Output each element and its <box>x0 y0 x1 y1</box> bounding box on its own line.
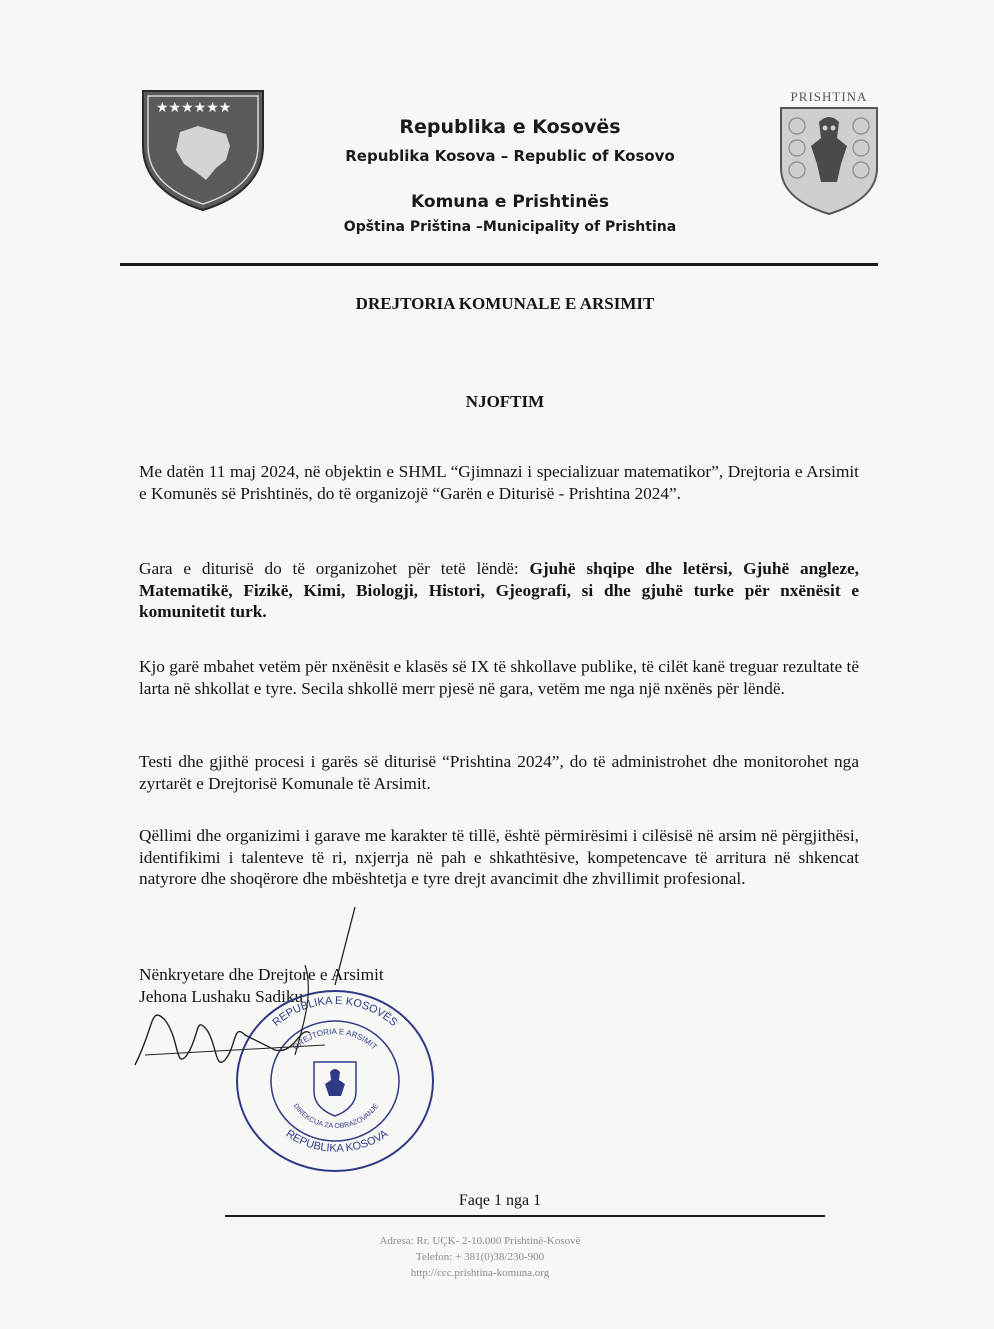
paragraph-2-subjects: Gjuhë shqipe dhe letërsi, Gjuhë angleze, Matematikë, Fizikë, Kimi, Biologji, Histori, Gjeografi, si dhe gjuhë turke për nxënësit e komunitetit turk <box>139 559 859 621</box>
paragraph-4: Testi dhe gjithë procesi i garës së diturisë “Prishtina 2024”, do të administrohet dhe monitorohet nga zyrtarët e Drejtorisë Komunale të Arsimit. <box>139 752 859 793</box>
department-heading: DREJTORIA KOMUNALE E ARSIMIT <box>355 294 655 313</box>
paragraph-2-end: . <box>262 602 267 621</box>
stamp-outer-top: REPUBLIKA E KOSOVËS <box>270 994 400 1029</box>
header-country: Republika e Kosovës <box>399 116 621 138</box>
footer-website: http://ccc.prishtina-komuna.org <box>410 1267 550 1279</box>
header-divider <box>120 263 878 266</box>
header-municipality: Komuna e Prishtinës <box>411 192 609 212</box>
stamp-inner-top: DREJTORIA E ARSIMIT <box>291 1026 379 1052</box>
footer-divider <box>225 1215 825 1217</box>
header-country-translations: Republika Kosova – Republic of Kosovo <box>345 147 675 165</box>
prishtina-emblem-icon <box>775 86 883 216</box>
footer-address: Adresa: Rr. UÇK- 2-10.000 Prishtinë-Kosovë <box>379 1235 581 1247</box>
signatory-name: Jehona Lushaku Sadiku <box>139 987 304 1006</box>
handwritten-signature <box>125 905 425 1085</box>
prishtina-emblem-label: PRISHTINA <box>790 89 868 104</box>
header-municipality-translations: Opština Priština –Municipality of Prishtina <box>343 219 677 235</box>
paragraph-1: Me datën 11 maj 2024, në objektin e SHML “Gjimnazi i specializuar matematikor”, Drejtoria e Arsimit e Komunës së Prishtinës, do të organizojë “Garën e Diturisë - Prishtina 2024”. <box>139 462 859 503</box>
stamp-inner-bottom: DIREKCIJA ZA OBRAZOVANJE <box>291 1102 381 1131</box>
stamp-outer-bottom: REPUBLIKA KOSOVA <box>283 1127 391 1155</box>
paragraph-2 <box>139 558 859 623</box>
footer-phone: Telefon: + 381(0)38/230-900 <box>415 1251 545 1263</box>
paragraph-5: Qëllimi dhe organizimi i garave me karakter të tillë, është përmirësimi i cilësisë në arsim në përgjithësi, identifikimi i talenteve të ri, nxjerrja në pah e shkathtësive, kompetencave të arritura në shkencat natyrore dhe shoqërore dhe mbështetja e tyre drejt avancimit dhe zhvillimit profesional. <box>139 826 859 888</box>
paragraph-3: Kjo garë mbahet vetëm për nxënësit e klasës së IX të shkollave publike, të cilët kanë treguar rezultate të larta në shkollat e tyre. Secila shkollë merr pjesë në gara, vetëm me nga një nxënës për lëndë. <box>139 657 859 698</box>
kosovo-coat-of-arms-icon <box>140 88 266 212</box>
paragraph-2-intro: Gara e diturisë do të organizohet për tetë lëndë: <box>139 559 530 578</box>
svg-text:★★★★★★: ★★★★★★ <box>156 100 232 116</box>
document-title: NJOFTIM <box>465 392 545 411</box>
signatory-role: Nënkryetare dhe Drejtore e Arsimit <box>139 965 384 984</box>
page-number: Faqe 1 nga 1 <box>458 1192 542 1209</box>
